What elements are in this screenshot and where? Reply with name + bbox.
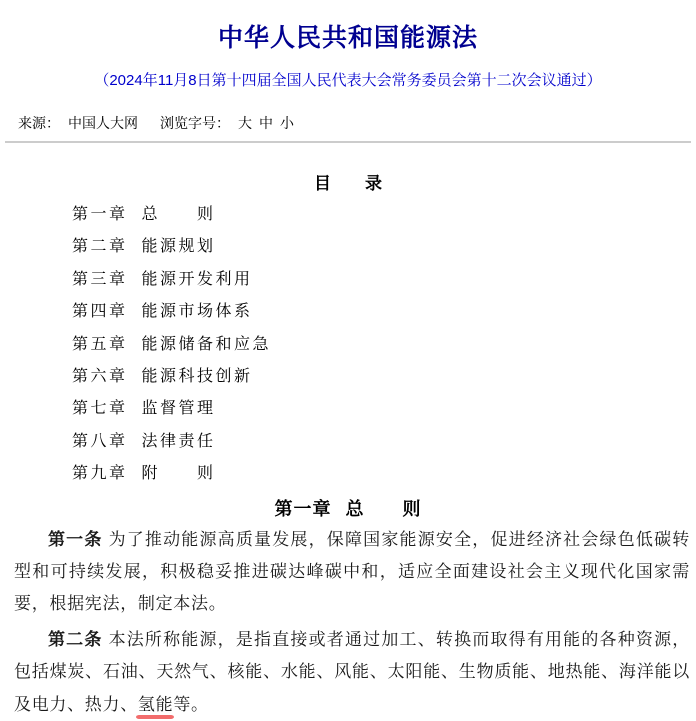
document-title: 中华人民共和国能源法 bbox=[217, 24, 478, 52]
toc-item-chapter-3 bbox=[72, 264, 696, 296]
toc-chapter-name: 能源市场体系 bbox=[141, 303, 253, 321]
font-size-medium-button[interactable]: 中 bbox=[259, 115, 273, 131]
article-1-text: 为了推动能源高质量发展，保障国家能源安全，促进经济社会绿色低碳转型和可持续发展，积极稳妥推进碳达峰碳中和，适应全面建设社会主义现代化国家需要，根据宪法，制定本法。 bbox=[14, 529, 690, 614]
article-1-label: 第一条 bbox=[48, 529, 103, 549]
section-chapter-no: 第一章 bbox=[274, 498, 332, 519]
toc-chapter-no: 第五章 bbox=[72, 335, 128, 353]
toc-item-chapter-7 bbox=[72, 393, 696, 425]
toc-chapter-no: 第三章 bbox=[72, 270, 128, 288]
source-label: 来源： bbox=[18, 115, 60, 131]
toc-chapter-no: 第九章 bbox=[72, 465, 128, 483]
article-2-label: 第二条 bbox=[48, 629, 103, 649]
toc-item-chapter-1 bbox=[72, 199, 696, 231]
annotated-term-hydrogen: 氢能 bbox=[137, 694, 174, 714]
toc-chapter-no: 第七章 bbox=[72, 400, 128, 418]
font-size-small-button[interactable]: 小 bbox=[280, 115, 294, 131]
document-subtitle: （2024年11月8日第十四届全国人民代表大会常务委员会第十二次会议通过） bbox=[94, 72, 602, 89]
toc-chapter-name: 总 则 bbox=[141, 206, 216, 223]
divider-line bbox=[5, 141, 691, 143]
toc-chapter-name: 能源科技创新 bbox=[141, 368, 253, 386]
meta-row bbox=[18, 113, 696, 133]
toc-chapter-no: 第二章 bbox=[72, 238, 128, 256]
toc-chapter-no: 第六章 bbox=[72, 368, 128, 386]
toc-chapter-name: 法律责任 bbox=[141, 432, 216, 450]
source-value: 中国人大网 bbox=[68, 115, 138, 131]
toc-chapter-no: 第一章 bbox=[72, 206, 128, 223]
article-2-text-before: 本法所称能源，是指直接或者通过加工、转换而取得有用能的各种资源，包括煤炭、石油、天然气、核能、水能、风能、太阳能、生物质能、地热能、海洋能以及电力、热力、 bbox=[14, 629, 690, 714]
table-of-contents bbox=[0, 199, 696, 491]
toc-chapter-name: 能源规划 bbox=[141, 238, 216, 256]
toc-item-chapter-4 bbox=[72, 296, 696, 328]
section-heading-chapter-1 bbox=[0, 495, 696, 521]
font-size-large-button[interactable]: 大 bbox=[238, 115, 252, 131]
article-2-paragraph bbox=[14, 624, 690, 721]
font-size-label: 浏览字号： bbox=[160, 115, 230, 131]
toc-item-chapter-6 bbox=[72, 361, 696, 393]
toc-chapter-name: 监督管理 bbox=[141, 400, 216, 418]
toc-chapter-name: 附 则 bbox=[141, 465, 216, 483]
toc-title: 目 录 bbox=[314, 174, 382, 193]
toc-chapter-no: 第四章 bbox=[72, 303, 128, 321]
toc-chapter-name: 能源储备和应急 bbox=[141, 335, 272, 353]
page bbox=[0, 18, 696, 717]
toc-chapter-no: 第八章 bbox=[72, 432, 128, 450]
article-2-text-after: 等。 bbox=[173, 694, 209, 714]
toc-item-chapter-9 bbox=[72, 458, 696, 490]
toc-item-chapter-8 bbox=[72, 426, 696, 458]
toc-chapter-name: 能源开发利用 bbox=[141, 270, 253, 288]
toc-item-chapter-5 bbox=[72, 329, 696, 361]
section-chapter-title: 总 则 bbox=[345, 498, 422, 519]
toc-item-chapter-2 bbox=[72, 231, 696, 263]
article-1-paragraph bbox=[14, 524, 690, 621]
